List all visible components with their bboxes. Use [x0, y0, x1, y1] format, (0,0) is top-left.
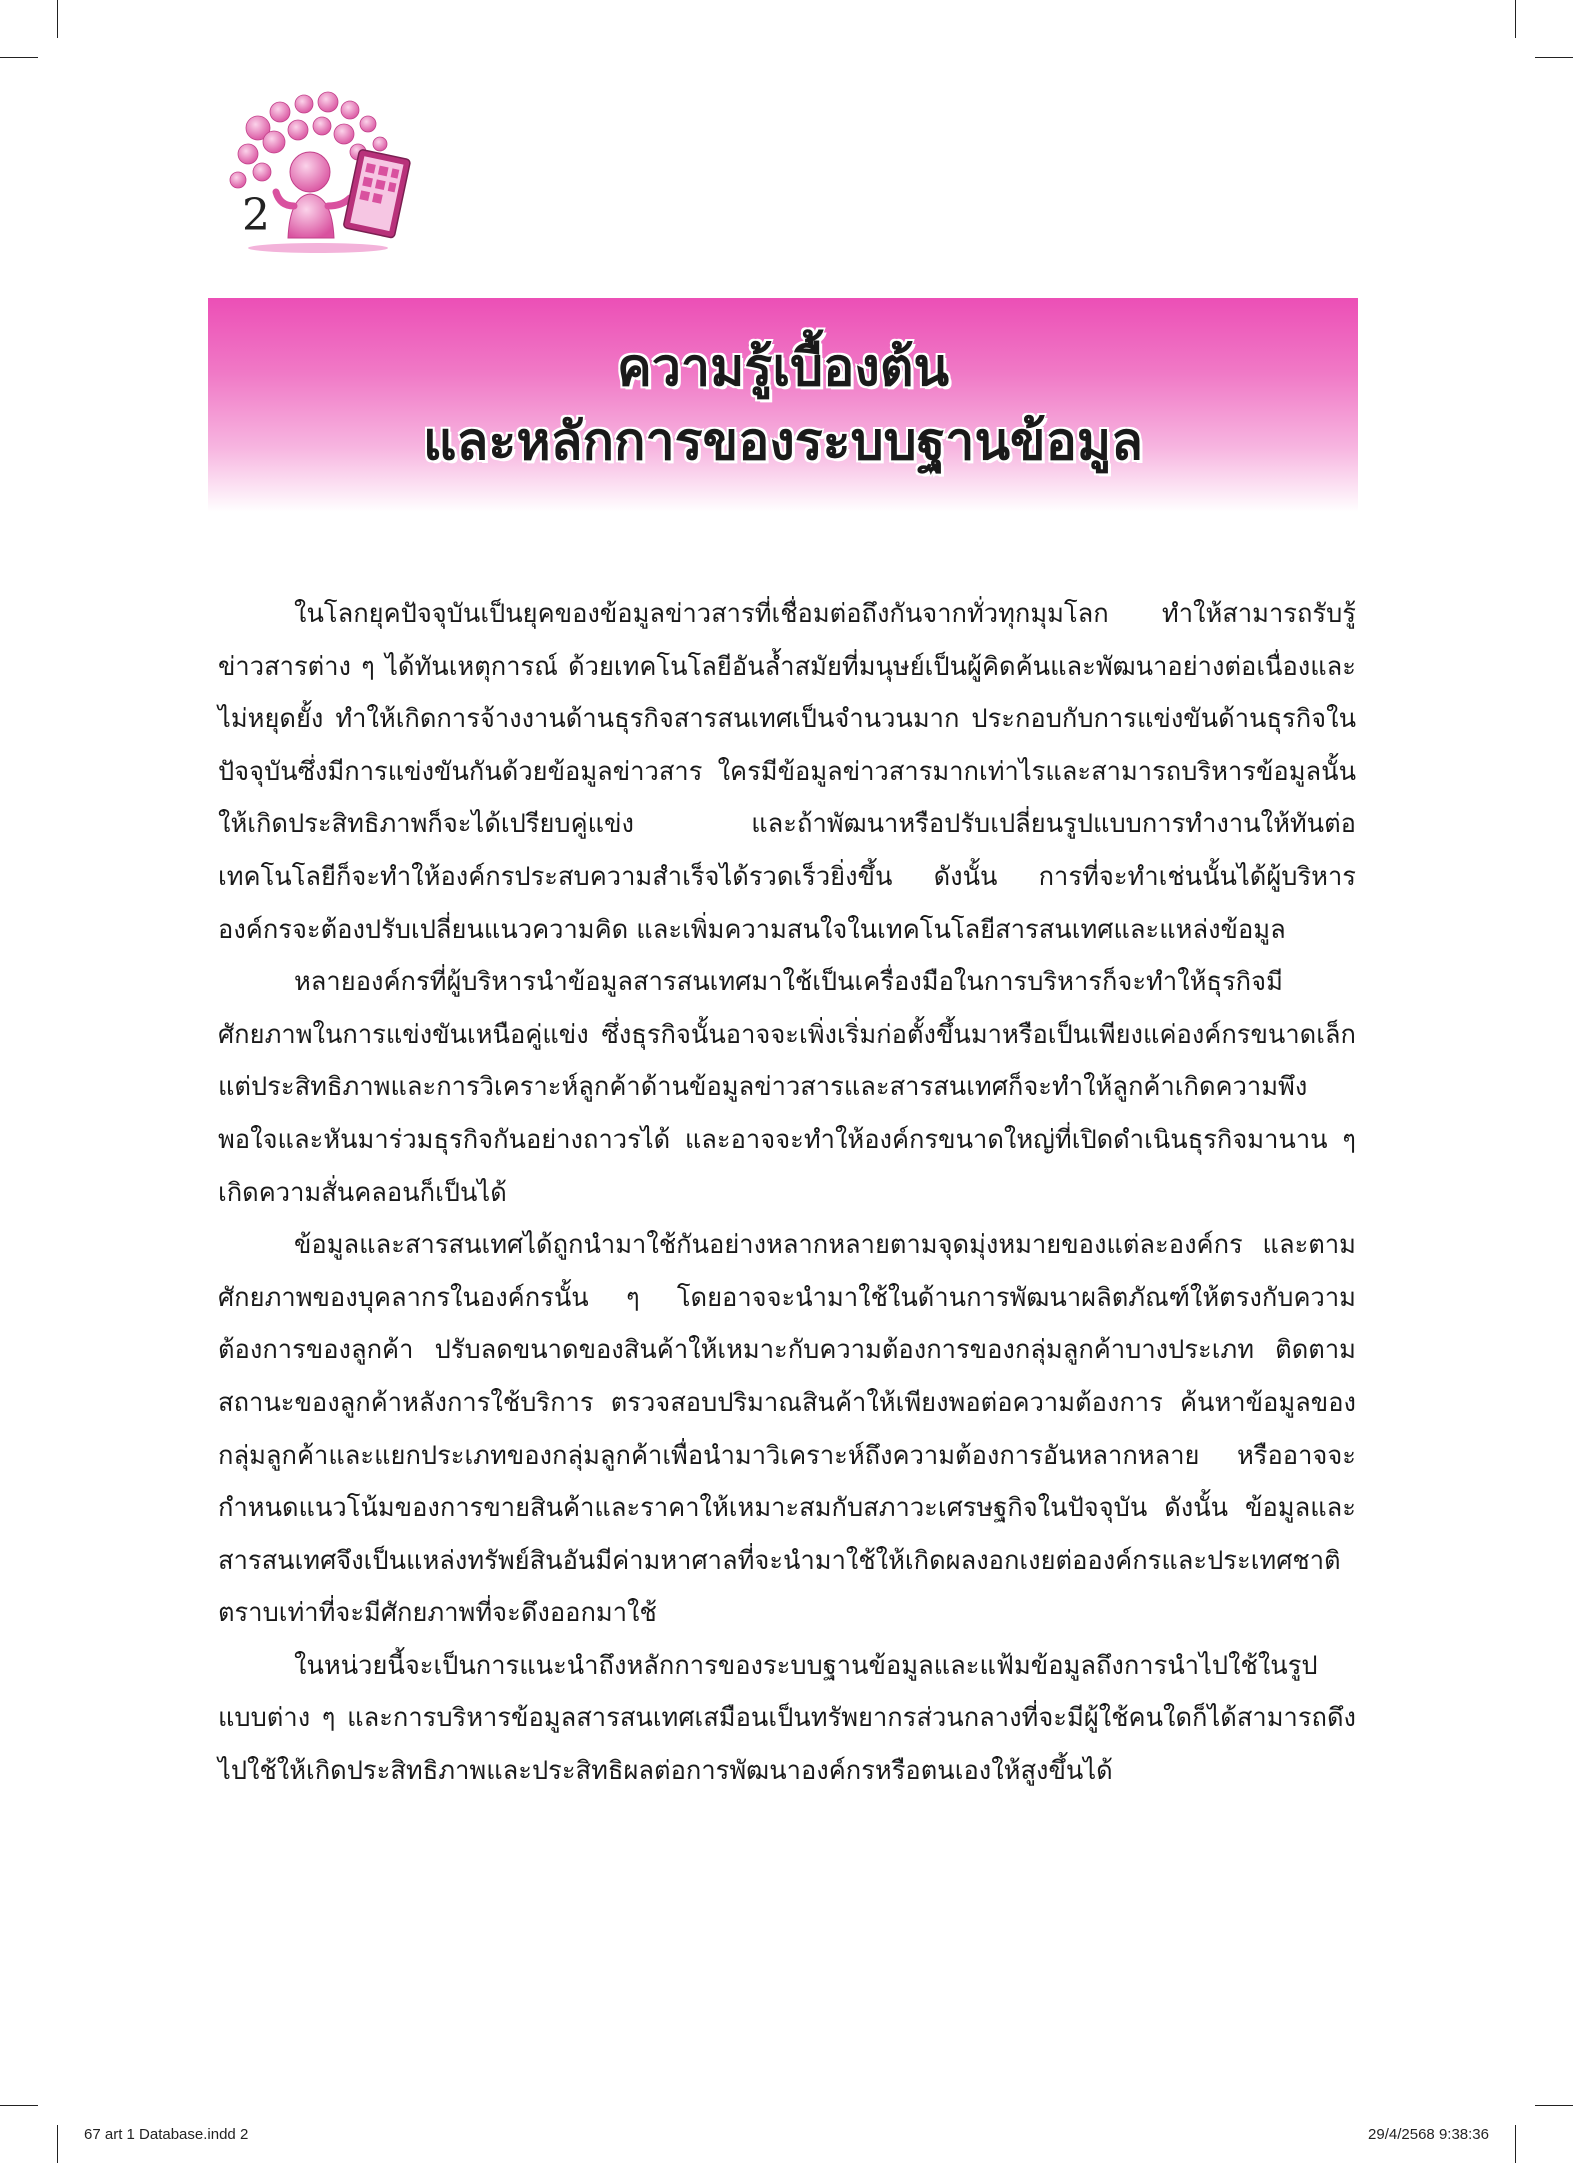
- crop-mark: [1515, 0, 1516, 38]
- title-banner: [208, 298, 1358, 512]
- crop-mark: [1535, 57, 1573, 58]
- crop-mark: [1535, 2105, 1573, 2106]
- footer-file-name: 67 art 1 Database.indd 2: [84, 2126, 249, 2143]
- paragraph: หลายองค์กรที่ผู้บริหารนำข้อมูลสารสนเทศมาใช้เป็นเครื่องมือในการบริหารก็จะทำให้ธุรกิจมีศักยภาพในการแข่งขันเหนือคู่แข่ง ซึ่งธุรกิจนั้นอาจจะเพิ่งเริ่มก่อตั้งขึ้นมาหรือเป็นเพียงแค่องค์กรขนาดเล็ก แต่ประสิทธิภาพและการวิเคราะห์ลูกค้าด้านข้อมูลข่าวสารและสารสนเทศก็จะทำให้ลูกค้าเกิดความพึงพอใจและหันมาร่วมธุรกิจกันอย่างถาวรได้ และอาจจะทำให้องค์กรขนาดใหญ่ที่เปิดดำเนินธุรกิจมานาน ๆ เกิดความสั่นคลอนก็เป็นได้: [218, 967, 1356, 1208]
- crop-mark: [0, 57, 38, 58]
- paragraph: ในหน่วยนี้จะเป็นการแนะนำถึงหลักการของระบบฐานข้อมูลและแฟ้มข้อมูลถึงการนำไปใช้ในรูปแบบต่าง ๆ และการบริหารข้อมูลสารสนเทศเสมือนเป็นทรัพยากรส่วนกลางที่จะมีผู้ใช้คนใดก็ได้สามารถดึงไปใช้ให้เกิดประสิทธิภาพและประสิทธิผลต่อการพัฒนาองค์กรหรือตนเองให้สูงขึ้นได้: [218, 1650, 1356, 1787]
- paragraph: ในโลกยุคปัจจุบันเป็นยุคของข้อมูลข่าวสารที่เชื่อมต่อถึงกันจากทั่วทุกมุมโลก ทำให้สามารถรับรู้ข่าวสารต่าง ๆ ได้ทันเหตุการณ์ ด้วยเทคโนโลยีอันล้ำสมัยที่มนุษย์เป็นผู้คิดค้นและพัฒนาอย่างต่อเนื่องและไม่หยุดยั้ง ทำให้เกิดการจ้างงานด้านธุรกิจสารสนเทศเป็นจำนวนมาก ประกอบกับการแข่งขันด้านธุรกิจในปัจจุบันซึ่งมีการแข่งขันกันด้วยข้อมูลข่าวสาร ใครมีข้อมูลข่าวสารมากเท่าไรและสามารถบริหารข้อมูลนั้นให้เกิดประสิทธิภาพก็จะได้เปรียบคู่แข่ง และถ้าพัฒนาหรือปรับเปลี่ยนรูปแบบการทำงานให้ทันต่อเทคโนโลยีก็จะทำให้องค์กรประสบความสำเร็จได้รวดเร็วยิ่งขึ้น ดังนั้น การที่จะทำเช่นนั้นได้ผู้บริหารองค์กรจะต้องปรับเปลี่ยนแนวความคิด และเพิ่มความสนใจในเทคโนโลยีสารสนเทศและแหล่งข้อมูล: [218, 599, 1356, 945]
- crop-mark: [0, 2105, 38, 2106]
- page-title-line-2: และหลักการของระบบฐานข้อมูล: [423, 412, 1143, 472]
- body-text: [218, 588, 1356, 1798]
- crop-mark: [57, 2125, 58, 2163]
- page-number: 2: [242, 190, 270, 241]
- page-title-line-1: ความรู้เบื้องต้น: [616, 338, 950, 398]
- crop-mark: [1515, 2125, 1516, 2163]
- paragraph: ข้อมูลและสารสนเทศได้ถูกนำมาใช้กันอย่างหลากหลายตามจุดมุ่งหมายของแต่ละองค์กร และตามศักยภาพของบุคลากรในองค์กรนั้น ๆ โดยอาจจะนำมาใช้ในด้านการพัฒนาผลิตภัณฑ์ให้ตรงกับความต้องการของลูกค้า ปรับลดขนาดของสินค้าให้เหมาะกับความต้องการของกลุ่มลูกค้าบางประเภท ติดตามสถานะของลูกค้าหลังการใช้บริการ ตรวจสอบปริมาณสินค้าให้เพียงพอต่อความต้องการ ค้นหาข้อมูลของกลุ่มลูกค้าและแยกประเภทของกลุ่มลูกค้าเพื่อนำมาวิเคราะห์ถึงความต้องการอันหลากหลาย หรืออาจจะกำหนดแนวโน้มของการขายสินค้าและราคาให้เหมาะสมกับสภาวะเศรษฐกิจในปัจจุบัน ดังนั้น ข้อมูลและสารสนเทศจึงเป็นแหล่งทรัพย์สินอันมีค่ามหาศาลที่จะนำมาใช้ให้เกิดผลงอกเงยต่อองค์กรและประเทศชาติ ตราบเท่าที่จะมีศักยภาพที่จะดึงออกมาใช้: [218, 1230, 1356, 1629]
- footer-timestamp: 29/4/2568 9:38:36: [1368, 2126, 1489, 2143]
- crop-mark: [57, 0, 58, 38]
